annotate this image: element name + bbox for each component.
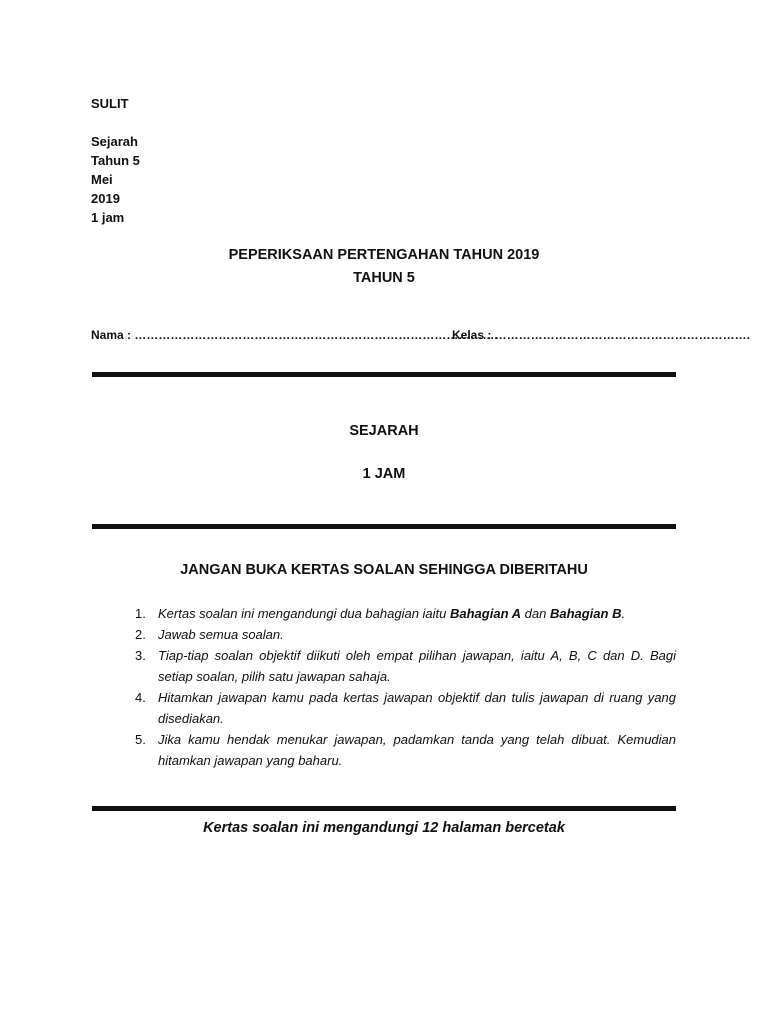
year-label: 2019 [91,191,120,206]
instruction-text: . [621,606,626,621]
year-level-label: Tahun 5 [91,153,140,168]
exam-level: TAHUN 5 [353,270,415,286]
divider-3 [92,806,676,811]
instruction-number: 3. [135,648,146,663]
instruction-text: Kertas soalan ini mengandungi dua bahagian iaitu [158,606,450,621]
instruction-text: Hitamkan jawapan kamu pada kertas jawapan objektif dan tulis jawapan di ruang yang disediakan. [158,690,676,726]
page-count-note: Kertas soalan ini mengandungi 12 halaman bercetak [203,820,565,836]
divider-2 [92,524,676,529]
instruction-item [130,687,676,729]
paper-duration: 1 JAM [362,466,406,482]
exam-title: PEPERIKSAAN PERTENGAHAN TAHUN 2019 [228,247,540,263]
instruction-text: Tiap-tiap soalan objektif diikuti oleh empat pilihan jawapan, iaitu A, B, C dan D. Bagi setiap soalan, pilih satu jawapan sahaja. [158,648,676,684]
sulit-label: SULIT [91,96,129,111]
instruction-item [130,729,676,771]
instruction-text: Jawab semua soalan. [158,627,284,642]
instruction-item [130,645,676,687]
name-field: Nama : ………………………………………………………………………………. [91,328,498,342]
instruction-number: 4. [135,690,146,705]
class-field: Kelas : ………………………………………………………. [452,328,751,342]
bahagian-b: Bahagian B [549,606,622,621]
paper-subject: SEJARAH [349,423,419,439]
bahagian-a: Bahagian A [450,606,522,621]
instruction-number: 1. [135,606,146,621]
warning-heading: JANGAN BUKA KERTAS SOALAN SEHINGGA DIBERITAHU [180,562,588,578]
spacer [91,113,140,132]
instruction-number: 2. [135,627,146,642]
instruction-text: dan [521,606,550,621]
instruction-item [130,603,676,624]
header-meta [91,94,140,227]
duration-label: 1 jam [91,210,125,225]
instruction-text: Jika kamu hendak menukar jawapan, padamkan tanda yang telah dibuat. Kemudian hitamkan jawapan yang baharu. [158,732,676,768]
instruction-item [130,624,676,645]
divider-1 [92,372,676,377]
instructions-list [130,603,676,771]
month-label: Mei [91,172,113,187]
subject-label: Sejarah [91,134,138,149]
instruction-number: 5. [135,732,146,747]
